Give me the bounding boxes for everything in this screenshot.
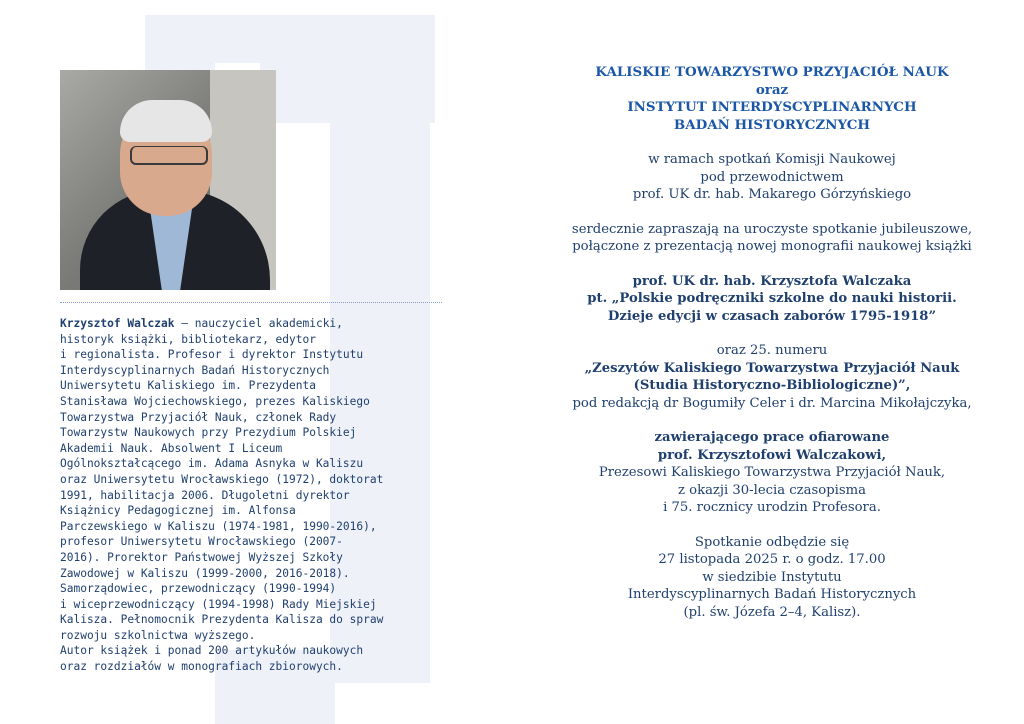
bio-line: Stanisława Wojciechowskiego, prezes Kaliskiego <box>60 394 370 408</box>
bio-line: Parczewskiego w Kaliszu (1974-1981, 1990-2016), <box>60 519 377 533</box>
bio-line: oraz rozdziałów w monografiach zbiorowych. <box>60 660 343 674</box>
journal-line-2: (Studia Historyczno-Bibliologiczne)”, <box>633 378 911 393</box>
dedication-line-2: prof. Krzysztofowi Walczakowi, <box>657 447 887 463</box>
committee-line-2: pod przewodnictwem <box>700 169 844 185</box>
biography <box>60 316 412 675</box>
bio-line: Ogólnokształcącego im. Adama Asnyka w Kaliszu <box>60 457 364 471</box>
meeting-line-3: w siedzibie Instytutu <box>702 569 842 585</box>
book-author: prof. UK dr. hab. Krzysztofa Walczaka <box>632 273 912 289</box>
bio-line: Interdyscyplinarnych Badań Historycznych <box>60 363 330 377</box>
meeting-line-1: Spotkanie odbędzie się <box>694 534 850 550</box>
bio-line: 1991, habilitacja 2006. Długoletni dyrektor <box>60 488 350 502</box>
bio-line: Akademii Nauk. Absolwent I Liceum <box>60 441 283 455</box>
organizer-conjunction: oraz <box>755 81 789 98</box>
bio-line: historyk książki, bibliotekarz, edytor <box>60 332 316 346</box>
organizer-2-line-2: BADAŃ HISTORYCZNYCH <box>673 116 871 133</box>
background-shape-upper <box>260 63 435 123</box>
bio-line: Uniwersytetu Kaliskiego im. Prezydenta <box>60 379 316 393</box>
bio-line: profesor Uniwersytetu Wrocławskiego (2007- <box>60 535 343 549</box>
bio-line: Samorządowiec, przewodniczący (1990-1994) <box>60 582 337 596</box>
issue-line: oraz 25. numeru <box>716 343 828 358</box>
bio-line: – nauczyciel akademicki, <box>174 317 343 330</box>
committee-line-3: prof. UK dr. hab. Makarego Górzyńskiego <box>632 187 912 202</box>
dedication-line-1: zawierającego prace ofiarowane <box>654 430 890 445</box>
dedication-line-4: z okazji 30-lecia czasopisma <box>678 482 866 498</box>
committee-line-1: w ramach spotkań Komisji Naukowej <box>648 152 896 167</box>
background-column-left <box>145 15 215 70</box>
invitation <box>552 64 992 621</box>
bio-line: rozwoju szkolnictwa wyższego. <box>60 628 256 642</box>
bio-line: Zawodowej w Kaliszu (1999-2000, 2016-2018). <box>60 566 350 580</box>
bio-line: Kalisza. Pełnomocnik Prezydenta Kalisza do spraw <box>60 613 384 627</box>
bio-line: 2016). Prorektor Państwowej Wyższej Szkoły <box>60 550 343 564</box>
organizer-2-line-1: INSTYTUT INTERDYSCYPLINARNYCH <box>627 99 917 115</box>
organizer-1: KALISKIE TOWARZYSTWO PRZYJACIÓŁ NAUK <box>595 64 949 80</box>
bio-line: i wiceprzewodniczący (1994-1998) Rady Miejskiej <box>60 597 377 611</box>
meeting-date: 27 listopada 2025 r. o godz. 17.00 <box>658 552 886 567</box>
portrait-photo <box>60 70 276 290</box>
book-title-line-1: pt. „Polskie podręczniki szkolne do nauki historii. <box>587 291 957 306</box>
meeting-address: (pl. św. Józefa 2–4, Kalisz). <box>683 604 861 620</box>
meeting-line-4: Interdyscyplinarnych Badań Historycznych <box>627 587 917 602</box>
dotted-divider <box>60 302 442 303</box>
bio-line: Autor książek i ponad 200 artykułów naukowych <box>60 644 364 658</box>
bio-line: i regionalista. Profesor i dyrektor Instytutu <box>60 348 364 362</box>
editors-line: pod redakcją dr Bogumiły Celer i dr. Marcina Mikołajczyka, <box>572 395 972 411</box>
bio-name: Krzysztof Walczak <box>60 317 175 330</box>
invite-line-1: serdecznie zapraszają na uroczyste spotkanie jubileuszowe, <box>571 221 973 237</box>
dedication-line-5: i 75. rocznicy urodzin Profesora. <box>663 500 881 515</box>
journal-line-1: „Zeszytów Kaliskiego Towarzystwa Przyjaciół Nauk <box>584 360 960 376</box>
invite-line-2: połączone z prezentacją nowej monografii naukowej książki <box>572 239 972 254</box>
bio-line: Towarzystw Naukowych przy Prezydium Polskiej <box>60 426 357 440</box>
bio-line: oraz Uniwersytetu Wrocławskiego (1972), doktorat <box>60 472 384 486</box>
book-title-line-2: Dzieje edycji w czasach zaborów 1795-1918” <box>607 308 937 324</box>
bio-line: Towarzystwa Przyjaciół Nauk, członek Rady <box>60 410 337 424</box>
dedication-line-3: Prezesowi Kaliskiego Towarzystwa Przyjaciół Nauk, <box>598 465 946 480</box>
bio-line: Książnicy Pedagogicznej im. Alfonsa <box>60 504 296 518</box>
